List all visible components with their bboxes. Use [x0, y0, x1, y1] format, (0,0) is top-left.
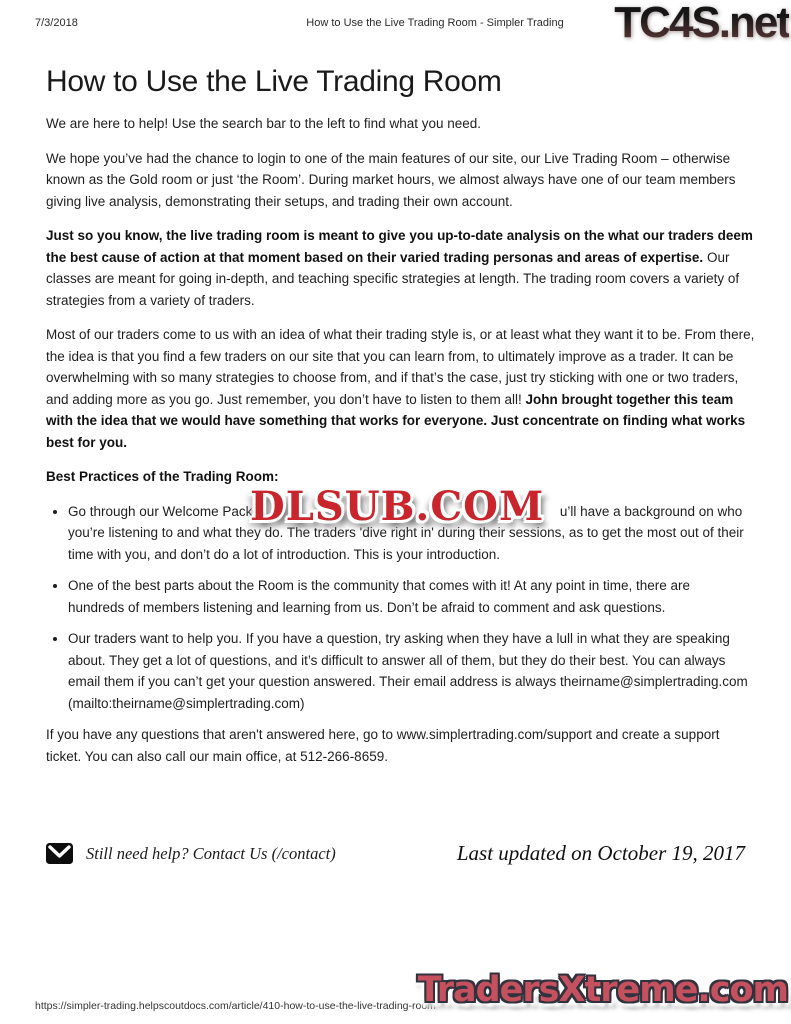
last-updated-text: Last updated on October 19, 2017 — [456, 841, 745, 865]
contact-us-link: Still need help? Contact Us (/contact) — [86, 843, 336, 863]
best-practices-list — [46, 501, 758, 715]
best-practices-heading: Best Practices of the Trading Room: — [46, 469, 279, 484]
bullet1-text-after: u’ll have a background on who you’re listening to and what they do. The traders 'dive right in' during their sessions, as to get the most out of their time with you, and don’t do a lot of introduction. This is your introduction. — [68, 503, 744, 562]
trading-style-paragraph — [46, 324, 758, 453]
purpose-regular-text: Our classes are meant for going in-depth, and teaching specific strategies at length. The trading room covers a variety of strategies from a variety of traders. — [46, 249, 740, 308]
envelope-icon — [46, 843, 73, 864]
contact-help-block — [46, 843, 336, 864]
print-date: 7/3/2018 — [35, 17, 78, 29]
list-item-community: • One of the best parts about the Room is the community that comes with it! At any point in time, there are hundreds of members listening and learning from us. Don’t be afraid to comment and ask questions. — [68, 575, 750, 618]
article-content — [46, 58, 758, 780]
purpose-bold-text: Just so you know, the live trading room is meant to give you up-to-date analysis on the what our traders deem the best cause of action at that moment based on their varied trading personas and areas of expertise. — [46, 228, 753, 265]
tradersxtreme-watermark-logo: TradersXtreme.com — [417, 970, 788, 1010]
intro-paragraph: We are here to help! Use the search bar to the left to find what you need. — [46, 116, 482, 131]
tc4s-watermark-logo: TC4S.net — [614, 0, 789, 47]
source-url: https://simpler-trading.helpscoutdocs.com/article/410-how-to-use-the-live-trading-room — [35, 1000, 436, 1012]
dlsub-watermark: DLSUB.COM — [250, 483, 545, 530]
room-description-paragraph: We hope you’ve had the chance to login to one of the main features of our site, our Live Trading Room – otherwise known as the Gold room or just ‘the Room’. During market hours, we almost always have one of our team members giving live analysis, demonstrating their setups, and trading their own account. — [46, 150, 736, 209]
purpose-paragraph — [46, 225, 758, 311]
trading-style-regular-text: Most of our traders come to us with an idea of what their trading style is, or at least what they want it to be. From there, the idea is that you find a few traders on our site that you can learn from, to ultimately improve as a trader. It can be overwhelming with so many strategies to choose from, and if that’s the case, just try sticking with one or two traders, and adding more as you go. Just remember, you don’t have to listen to them all! — [46, 327, 755, 407]
trading-style-bold-text: John brought together this team with the idea that we would have something that works for everyone. Just concentrate on finding what works best for you. — [46, 391, 746, 450]
help-footer-row — [46, 841, 745, 866]
support-paragraph: If you have any questions that aren't answered here, go to www.simplertrading.com/support and create a support ticket. You can also call our main office, at 512-266-8659. — [46, 727, 720, 764]
page-title: How to Use the Live Trading Room — [46, 65, 502, 98]
list-item-ask-questions: • Our traders want to help you. If you have a question, try asking when they have a lull in what they are speaking about. They get a lot of questions, and it’s difficult to answer all of them, but they do their best. You can always email them if you can’t get your question answered. Their email address is always theirname@simplertrading.com (mailto:theirname@simplertrading.com) — [68, 628, 750, 714]
bullet1-text-before: Go through our Welcome Packe — [68, 503, 260, 519]
print-header-title: How to Use the Live Trading Room - Simpler Trading — [306, 17, 564, 29]
